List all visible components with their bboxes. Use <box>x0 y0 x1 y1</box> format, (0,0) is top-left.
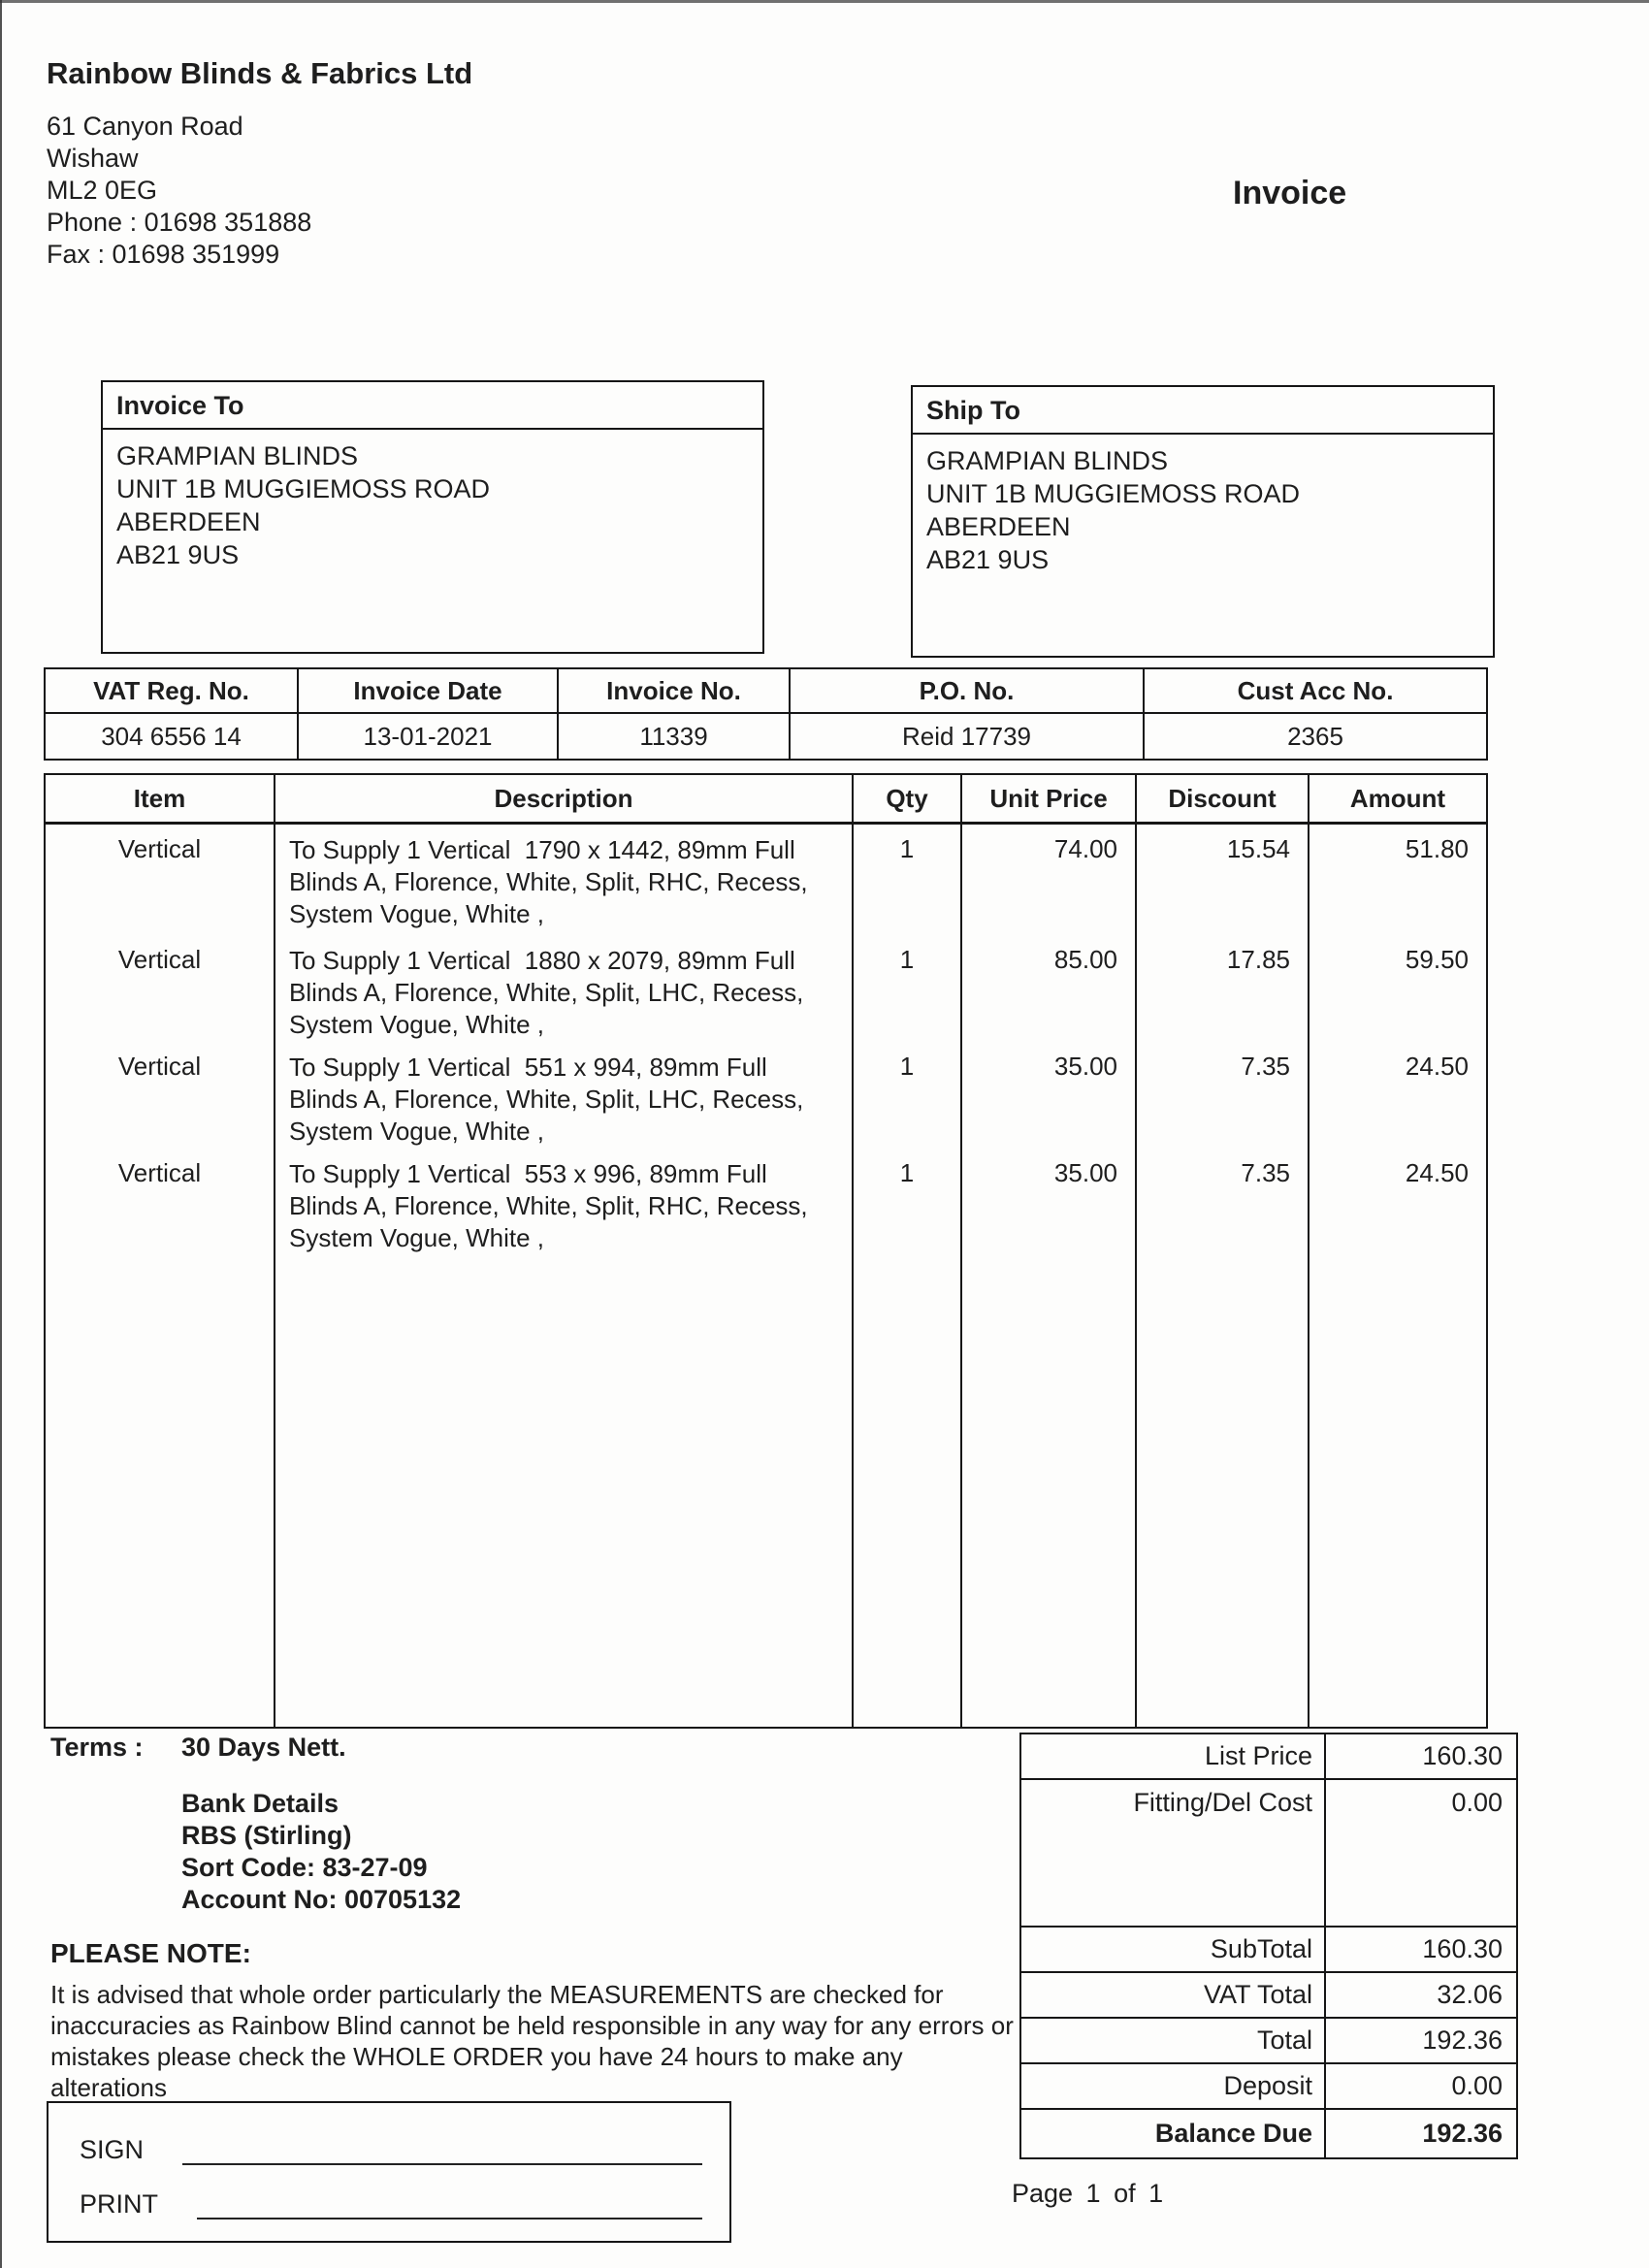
item-unit-price: 35.00 <box>961 1149 1136 1257</box>
line-items-table <box>44 773 1488 1729</box>
line-item-row <box>45 935 1487 1042</box>
address-line: ABERDEEN <box>926 512 1071 541</box>
item-type: Vertical <box>45 1042 275 1149</box>
invoice-date: 13-01-2021 <box>298 713 558 760</box>
item-type: Vertical <box>45 935 275 1042</box>
line-item-row <box>45 1149 1487 1257</box>
totals-label: SubTotal <box>1020 1927 1325 1972</box>
address-line: AB21 9US <box>926 545 1050 574</box>
items-header-qty: Qty <box>853 774 961 824</box>
document-title: Invoice <box>1233 175 1347 211</box>
company-header <box>47 56 472 271</box>
vat-reg-no: 304 6556 14 <box>45 713 298 760</box>
address-line: AB21 9US <box>116 540 240 569</box>
items-header-item: Item <box>45 774 275 824</box>
item-description: To Supply 1 Vertical 1880 x 2079, 89mm Full Blinds A, Florence, White, Split, LHC, Recess, System Vogue, White , <box>275 935 853 1042</box>
po-no: Reid 17739 <box>790 713 1144 760</box>
items-header-discount: Discount <box>1136 774 1309 824</box>
bank-account-no: Account No: 00705132 <box>181 1885 462 1914</box>
item-unit-price: 35.00 <box>961 1042 1136 1149</box>
item-qty: 1 <box>853 824 961 935</box>
totals-row-list-price <box>1020 1733 1517 1779</box>
item-qty: 1 <box>853 935 961 1042</box>
item-amount: 59.50 <box>1309 935 1487 1042</box>
please-note-body: It is advised that whole order particularly the MEASUREMENTS are checked for inaccuracies as Rainbow Blind cannot be held responsible in any way for any errors or mistakes please check the WHOLE ORDER you have 24 hours to make any alterations <box>50 1980 1014 2102</box>
address-line: UNIT 1B MUGGIEMOSS ROAD <box>926 479 1301 508</box>
terms-label: Terms : <box>50 1733 144 1762</box>
signature-line <box>182 2163 702 2165</box>
ship-to-box <box>911 385 1495 658</box>
bank-name: RBS (Stirling) <box>181 1821 352 1850</box>
address-line: ABERDEEN <box>116 507 261 536</box>
print-row <box>48 2171 729 2225</box>
item-discount: 15.54 <box>1136 824 1309 935</box>
address-line: GRAMPIAN BLINDS <box>116 441 359 470</box>
invoice-to-address <box>103 430 762 581</box>
sign-label: SIGN <box>80 2135 145 2164</box>
ship-to-label: Ship To <box>913 387 1493 435</box>
company-phone: Phone : 01698 351888 <box>47 208 312 237</box>
company-name: Rainbow Blinds & Fabrics Ltd <box>47 56 473 90</box>
item-amount: 24.50 <box>1309 1042 1487 1149</box>
signature-box <box>47 2101 731 2243</box>
item-amount: 51.80 <box>1309 824 1487 935</box>
item-qty: 1 <box>853 1042 961 1149</box>
totals-row-deposit <box>1020 2063 1517 2109</box>
totals-value: 192.36 <box>1325 2109 1517 2158</box>
totals-value: 32.06 <box>1325 1972 1517 2018</box>
cust-acc-no: 2365 <box>1144 713 1487 760</box>
page-number: Page 1 of 1 <box>1012 2179 1164 2208</box>
company-fax: Fax : 01698 351999 <box>47 240 280 269</box>
meta-header-cust-acc: Cust Acc No. <box>1144 668 1487 713</box>
address-line: UNIT 1B MUGGIEMOSS ROAD <box>116 474 491 503</box>
meta-header-vat: VAT Reg. No. <box>45 668 298 713</box>
item-discount: 7.35 <box>1136 1042 1309 1149</box>
item-type: Vertical <box>45 824 275 935</box>
ship-to-address <box>913 435 1493 586</box>
totals-row-subtotal <box>1020 1927 1517 1972</box>
totals-row-balance-due <box>1020 2109 1517 2158</box>
invoice-to-label: Invoice To <box>103 382 762 430</box>
terms <box>50 1733 346 1763</box>
company-address-line: 61 Canyon Road <box>47 112 243 141</box>
totals-row-vat-total <box>1020 1972 1517 2018</box>
line-item-row <box>45 824 1487 935</box>
please-note-title: PLEASE NOTE: <box>50 1938 251 1968</box>
invoice-meta-table <box>44 667 1488 761</box>
item-unit-price: 74.00 <box>961 824 1136 935</box>
totals-label: VAT Total <box>1020 1972 1325 2018</box>
item-description: To Supply 1 Vertical 1790 x 1442, 89mm Full Blinds A, Florence, White, Split, RHC, Recess, System Vogue, White , <box>275 824 853 935</box>
item-qty: 1 <box>853 1149 961 1257</box>
scan-artifact-left-edge <box>0 0 2 2268</box>
address-line: GRAMPIAN BLINDS <box>926 446 1169 475</box>
totals-value: 0.00 <box>1325 2063 1517 2109</box>
sign-row <box>48 2117 729 2171</box>
bank-details-title: Bank Details <box>181 1789 340 1818</box>
totals-label: Total <box>1020 2018 1325 2063</box>
scan-artifact-top-edge <box>0 0 1649 3</box>
totals-row-total <box>1020 2018 1517 2063</box>
bank-sort-code: Sort Code: 83-27-09 <box>181 1853 428 1882</box>
totals-value: 160.30 <box>1325 1927 1517 1972</box>
totals-label: List Price <box>1020 1733 1325 1779</box>
item-description: To Supply 1 Vertical 551 x 994, 89mm Full Blinds A, Florence, White, Split, LHC, Recess, System Vogue, White , <box>275 1042 853 1149</box>
terms-value: 30 Days Nett. <box>181 1733 346 1762</box>
items-header-description: Description <box>275 774 853 824</box>
totals-table <box>1019 1733 1518 2159</box>
meta-header-row <box>45 668 1487 713</box>
totals-label: Deposit <box>1020 2063 1325 2109</box>
totals-value: 0.00 <box>1325 1779 1517 1927</box>
item-amount: 24.50 <box>1309 1149 1487 1257</box>
print-label: PRINT <box>80 2189 158 2219</box>
print-line <box>197 2218 702 2219</box>
totals-label: Fitting/Del Cost <box>1020 1779 1325 1927</box>
totals-row-fitting-del-cost <box>1020 1779 1517 1927</box>
meta-header-po-no: P.O. No. <box>790 668 1144 713</box>
items-header-unit-price: Unit Price <box>961 774 1136 824</box>
invoice-no: 11339 <box>558 713 790 760</box>
meta-header-invoice-date: Invoice Date <box>298 668 558 713</box>
item-description: To Supply 1 Vertical 553 x 996, 89mm Full Blinds A, Florence, White, Split, RHC, Recess, System Vogue, White , <box>275 1149 853 1257</box>
item-discount: 17.85 <box>1136 935 1309 1042</box>
bank-details <box>181 1788 461 1916</box>
item-type: Vertical <box>45 1149 275 1257</box>
meta-value-row <box>45 713 1487 760</box>
items-filler-row <box>45 1257 1487 1729</box>
company-address-line: ML2 0EG <box>47 176 158 205</box>
items-header-amount: Amount <box>1309 774 1487 824</box>
invoice-to-box <box>101 380 764 654</box>
item-unit-price: 85.00 <box>961 935 1136 1042</box>
totals-value: 192.36 <box>1325 2018 1517 2063</box>
item-discount: 7.35 <box>1136 1149 1309 1257</box>
meta-header-invoice-no: Invoice No. <box>558 668 790 713</box>
totals-label: Balance Due <box>1020 2109 1325 2158</box>
company-address-line: Wishaw <box>47 144 139 173</box>
totals-value: 160.30 <box>1325 1733 1517 1779</box>
items-header-row <box>45 774 1487 824</box>
line-item-row <box>45 1042 1487 1149</box>
